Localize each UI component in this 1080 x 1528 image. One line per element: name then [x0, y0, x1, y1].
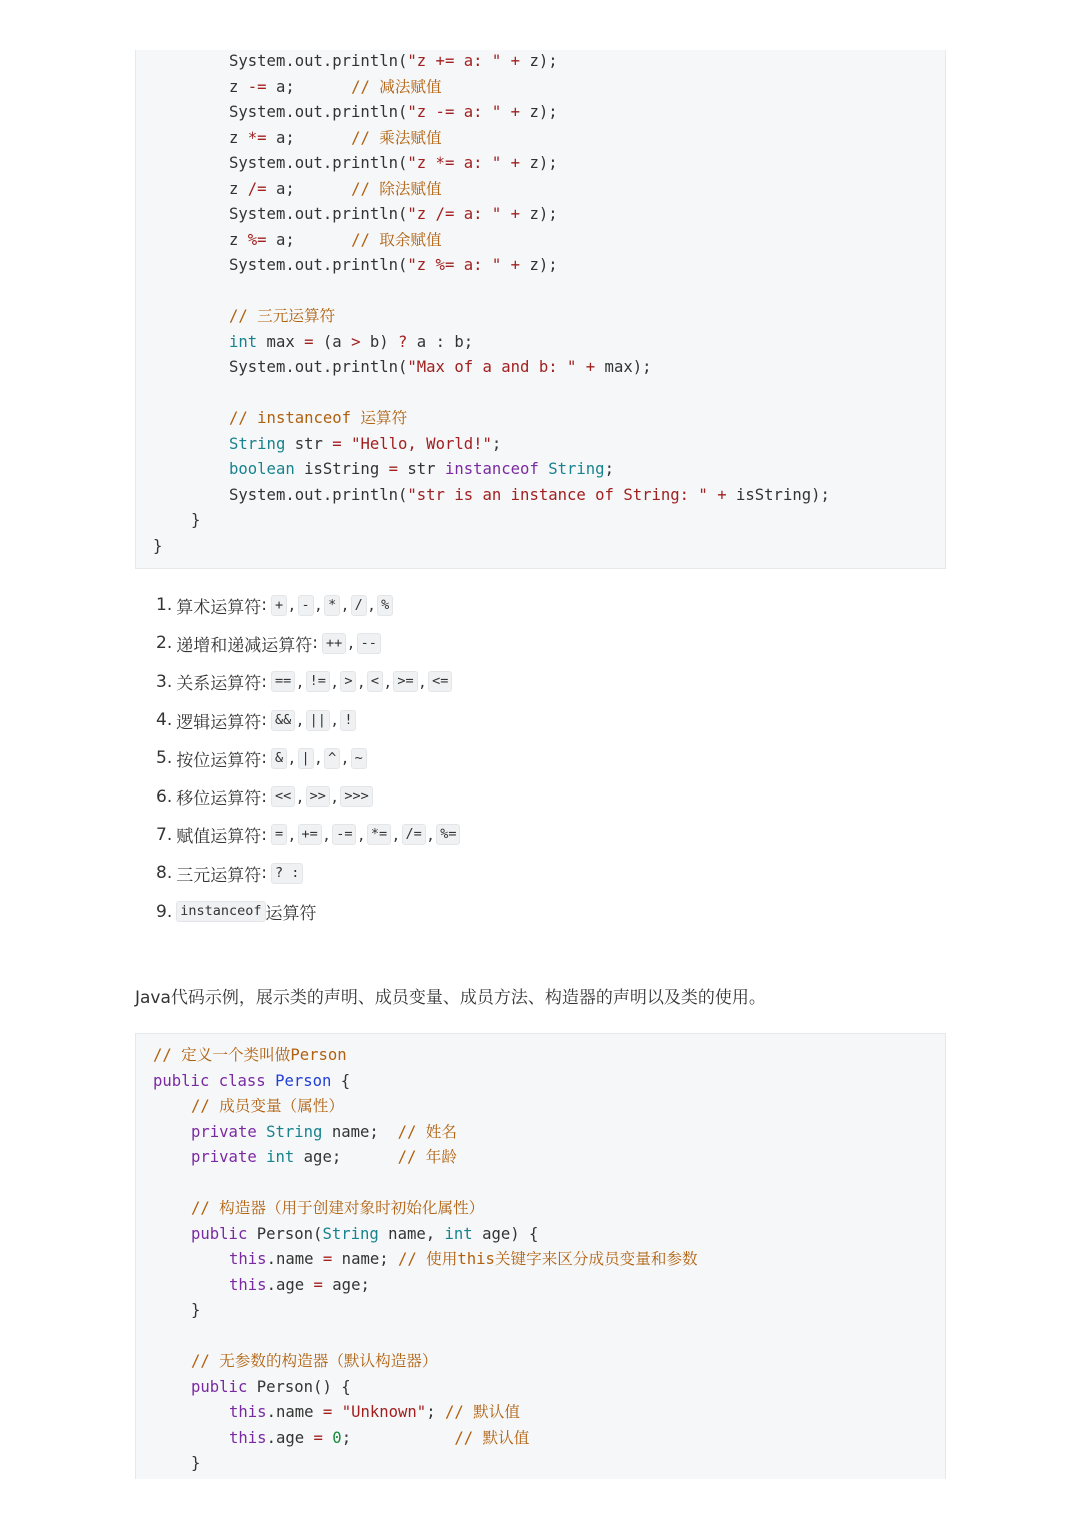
code-token: // 成员变量（属性）: [191, 1097, 344, 1115]
inline-code: ? :: [271, 863, 303, 884]
code-token: +: [510, 154, 521, 172]
list-item: 7. 赋值运算符 : = , += , -= , *= , /= , %=: [156, 816, 460, 854]
code-token: =: [322, 1403, 333, 1421]
inline-code: %=: [436, 824, 460, 845]
code-token: // 除法赋值: [351, 179, 442, 198]
list-item-number: 5.: [156, 748, 173, 769]
code-token: int: [266, 1148, 295, 1166]
code-token: "z %= a: ": [407, 256, 502, 274]
inline-code: >>>: [340, 786, 372, 807]
code-line: [191, 1120, 457, 1145]
list-item-label: 关系运算符: [176, 674, 262, 695]
list-item-number: 4.: [156, 710, 173, 731]
code-token: z: [229, 179, 248, 198]
list-item-separator: :: [261, 824, 267, 845]
code-token: +: [510, 103, 521, 121]
code-token: age;: [294, 1148, 398, 1166]
inline-code: instanceof: [176, 901, 265, 922]
code-token: System.out.println(: [229, 154, 408, 172]
code-token: Person() {: [247, 1377, 351, 1396]
code-token: [257, 1148, 266, 1166]
list-item-separator: :: [261, 786, 267, 807]
inline-code: >: [340, 671, 356, 692]
code-token: System.out.println(: [229, 256, 408, 274]
code-line: [229, 355, 652, 380]
list-item: [156, 892, 460, 930]
inline-code: !=: [306, 671, 330, 692]
code-token: 0: [332, 1428, 342, 1447]
code-token: +: [510, 256, 521, 274]
code-token: [501, 205, 510, 223]
code-token: "Unknown": [341, 1403, 427, 1421]
code-block-operators: [135, 50, 946, 569]
code-line: [191, 1451, 200, 1476]
code-token: =: [313, 1428, 323, 1447]
code-token: name;: [322, 1122, 398, 1141]
code-token: ;: [426, 1403, 445, 1421]
code-token: Person: [275, 1071, 332, 1090]
code-line: [153, 534, 162, 559]
code-token: System.out.println(: [229, 205, 408, 223]
code-token: [539, 460, 548, 478]
code-token: z: [229, 128, 248, 147]
code-token: z);: [520, 205, 558, 223]
code-line: [191, 1196, 484, 1221]
list-item-separator: :: [312, 633, 318, 654]
code-token: System.out.println(: [229, 52, 408, 70]
list-item: [156, 854, 460, 892]
code-token: .name: [266, 1403, 323, 1421]
code-token: [501, 154, 510, 172]
inline-code: !: [340, 710, 356, 731]
code-token: =: [322, 1250, 333, 1268]
code-token: name;: [332, 1250, 399, 1268]
list-item: 2. 递增和递减运算符 : ++ , --: [156, 624, 460, 662]
list-item: 6. 移位运算符 : << , >> , >>>: [156, 777, 460, 815]
code-token: }: [153, 536, 163, 555]
code-token: .age: [266, 1428, 314, 1447]
code-token: }: [191, 1301, 201, 1319]
code-line: [191, 1349, 437, 1374]
inline-code: |: [298, 748, 314, 769]
code-line: [229, 228, 442, 253]
code-token: z: [229, 230, 248, 249]
inline-code: &: [271, 748, 287, 769]
code-token: [708, 486, 717, 504]
code-token: public: [191, 1224, 248, 1243]
list-item-number: 2.: [156, 633, 173, 654]
inline-code: /: [351, 595, 367, 616]
code-token: "str is an instance of String: ": [407, 485, 708, 504]
code-token: "z -= a: ": [407, 103, 502, 121]
code-line: [229, 50, 558, 74]
inline-code: =: [271, 824, 287, 845]
code-line: [229, 126, 442, 151]
code-token: this: [229, 1403, 267, 1421]
code-token: =: [332, 434, 342, 453]
code-token: ;: [491, 434, 502, 453]
code-line: [229, 483, 830, 508]
inline-code: /=: [402, 824, 426, 845]
inline-code: ||: [306, 710, 330, 731]
code-token: // 乘法赋值: [351, 128, 442, 147]
list-item-label: 赋值运算符: [176, 827, 262, 848]
code-token: // 无参数的构造器（默认构造器）: [191, 1352, 438, 1370]
code-token: isString);: [726, 485, 830, 504]
code-line: [229, 202, 558, 227]
code-token: "z /= a: ": [407, 205, 502, 223]
code-line: [229, 1426, 529, 1451]
code-token: a;: [266, 77, 352, 96]
inline-code: >=: [393, 671, 417, 692]
inline-code: -=: [332, 824, 356, 845]
list-item-separator: :: [261, 863, 267, 884]
code-token: [266, 1072, 275, 1090]
code-token: // 减法赋值: [351, 77, 442, 96]
code-line: [229, 432, 501, 457]
intro-paragraph: Java代码示例，展示类的声明、成员变量、成员方法、构造器的声明以及类的使用。: [135, 988, 766, 1008]
code-token: [501, 52, 510, 70]
code-token: =: [304, 332, 314, 351]
code-token: // 姓名: [397, 1122, 457, 1141]
code-token: System.out.println(: [229, 485, 408, 504]
code-token: // 默认值: [444, 1403, 520, 1421]
code-token: a;: [266, 128, 352, 147]
code-token: age) {: [472, 1224, 539, 1243]
code-token: isString: [294, 460, 389, 478]
list-item-number: 7.: [156, 824, 173, 845]
code-token: }: [191, 1454, 201, 1472]
code-token: a : b;: [407, 332, 474, 351]
code-token: public: [153, 1071, 210, 1090]
code-line: [191, 1145, 457, 1170]
code-token: "z *= a: ": [407, 154, 502, 172]
code-token: [257, 1123, 266, 1141]
code-line: [153, 1043, 347, 1068]
code-token: "Max of a and b: ": [407, 358, 577, 376]
code-token: %=: [247, 230, 267, 249]
list-item-label: 逻辑运算符: [176, 712, 262, 733]
list-item: 5. 按位运算符 : & , | , ^ , ~: [156, 739, 460, 777]
inline-code: <=: [428, 671, 452, 692]
inline-code: -: [298, 595, 314, 616]
code-token: Person(: [247, 1224, 323, 1243]
code-token: String: [322, 1224, 379, 1243]
inline-code: *=: [367, 824, 391, 845]
code-token: [323, 1429, 332, 1447]
list-item-number: 3.: [156, 671, 173, 692]
code-token: [501, 103, 510, 121]
code-token: [576, 358, 585, 376]
inline-code: ^: [324, 748, 340, 769]
code-line: [191, 1222, 538, 1247]
inline-code: ++: [322, 633, 346, 654]
code-token: instanceof: [444, 460, 539, 478]
code-token: ?: [398, 332, 408, 351]
code-token: z);: [520, 154, 558, 172]
list-item-separator: :: [261, 671, 267, 692]
list-item: 4. 逻辑运算符 : && , || , !: [156, 701, 460, 739]
list-item-label: 按位运算符: [176, 750, 262, 771]
inline-code: *: [324, 595, 340, 616]
code-line: [229, 100, 558, 125]
code-token: [209, 1072, 218, 1090]
code-token: b): [360, 332, 399, 351]
code-line: [229, 75, 442, 100]
inline-code: ==: [271, 671, 295, 692]
code-line: [229, 304, 335, 329]
code-line: [229, 457, 614, 482]
code-token: name,: [378, 1224, 445, 1243]
code-line: [153, 1069, 350, 1094]
code-token: =: [388, 460, 398, 478]
code-block-person-class: [135, 1033, 946, 1479]
code-token: str: [285, 434, 333, 453]
code-token: // 定义一个类叫做Person: [153, 1046, 347, 1064]
code-token: System.out.println(: [229, 103, 408, 121]
list-item-label: 递增和递减运算符: [176, 635, 313, 656]
code-token: public: [191, 1377, 248, 1396]
operator-list: [156, 586, 460, 931]
code-token: str: [398, 460, 445, 478]
code-token: int: [444, 1224, 473, 1243]
inline-code: <<: [271, 786, 295, 807]
code-token: // instanceof 运算符: [229, 409, 408, 427]
code-token: .age: [266, 1275, 314, 1294]
code-token: String: [548, 460, 605, 478]
code-token: boolean: [229, 460, 295, 478]
code-line: [191, 1375, 351, 1400]
code-token: System.out.println(: [229, 358, 408, 376]
inline-code: &&: [271, 710, 295, 731]
code-token: // 默认值: [454, 1428, 530, 1447]
inline-code: <: [367, 671, 383, 692]
code-token: // 构造器（用于创建对象时初始化属性）: [191, 1199, 485, 1217]
list-item-label: 三元运算符: [176, 865, 262, 886]
code-token: // 三元运算符: [229, 307, 336, 325]
code-token: age;: [322, 1275, 370, 1294]
code-token: .name: [266, 1250, 323, 1268]
code-token: (a: [313, 332, 352, 351]
list-item-separator: :: [261, 710, 267, 731]
code-token: "z += a: ": [407, 52, 502, 70]
code-token: z);: [520, 52, 558, 70]
list-item: 1. 算术运算符 : + , - , * , / , %: [156, 586, 460, 624]
inline-code: ~: [351, 748, 367, 769]
list-item-label: 运算符: [265, 904, 317, 925]
code-token: private: [191, 1148, 257, 1166]
code-token: [501, 256, 510, 274]
code-line: [229, 253, 558, 278]
code-token: int: [229, 332, 258, 351]
code-token: String: [266, 1122, 323, 1141]
code-token: // 年龄: [397, 1148, 457, 1166]
inline-code: >>: [306, 786, 330, 807]
code-line: [191, 1094, 344, 1119]
code-line: [229, 177, 442, 202]
code-token: +: [510, 52, 521, 70]
code-token: z);: [520, 256, 558, 274]
code-line: [229, 330, 473, 355]
code-token: >: [351, 332, 361, 351]
inline-code: +: [271, 595, 287, 616]
code-token: -=: [247, 77, 267, 96]
code-token: /=: [247, 179, 267, 198]
code-token: this: [229, 1428, 267, 1447]
list-item-number: 6.: [156, 786, 173, 807]
list-item-number: 8.: [156, 863, 173, 884]
inline-code: --: [357, 633, 381, 654]
code-line: [229, 1247, 698, 1272]
code-token: String: [229, 434, 286, 453]
code-token: ;: [604, 460, 614, 478]
code-token: private: [191, 1122, 257, 1141]
code-token: // 使用this关键字来区分成员变量和参数: [398, 1250, 698, 1268]
code-token: [332, 1403, 341, 1421]
code-line: [229, 406, 407, 431]
code-token: this: [229, 1275, 267, 1294]
code-token: this: [229, 1250, 267, 1268]
code-token: max);: [595, 358, 652, 376]
code-token: "Hello, World!": [351, 434, 492, 453]
list-item-label: 算术运算符: [176, 597, 262, 618]
inline-code: %: [377, 595, 393, 616]
code-line: [191, 1298, 200, 1323]
code-line: [229, 151, 558, 176]
code-token: {: [331, 1071, 351, 1090]
code-line: [229, 1273, 370, 1298]
code-line: [229, 1400, 520, 1425]
code-token: *=: [247, 128, 267, 147]
list-item: 3. 关系运算符 : == , != , > , < , >= , <=: [156, 663, 460, 701]
code-token: class: [218, 1071, 266, 1090]
list-item-separator: :: [261, 748, 267, 769]
code-token: +: [585, 358, 596, 376]
code-token: a;: [266, 230, 352, 249]
inline-code: +=: [298, 824, 322, 845]
code-token: max: [257, 332, 305, 351]
code-token: // 取余赋值: [351, 230, 442, 249]
code-token: a;: [266, 179, 352, 198]
code-token: [342, 435, 351, 453]
code-token: +: [717, 485, 727, 504]
code-token: }: [191, 511, 201, 529]
code-line: [191, 508, 200, 533]
list-item-number: 9.: [156, 901, 173, 922]
code-token: z);: [520, 103, 558, 121]
list-item-number: 1.: [156, 595, 173, 616]
code-token: ;: [341, 1428, 455, 1447]
list-item-label: 移位运算符: [176, 789, 262, 810]
list-item-separator: :: [261, 595, 267, 616]
code-token: z: [229, 77, 248, 96]
code-token: +: [510, 205, 521, 223]
code-token: =: [313, 1275, 323, 1294]
